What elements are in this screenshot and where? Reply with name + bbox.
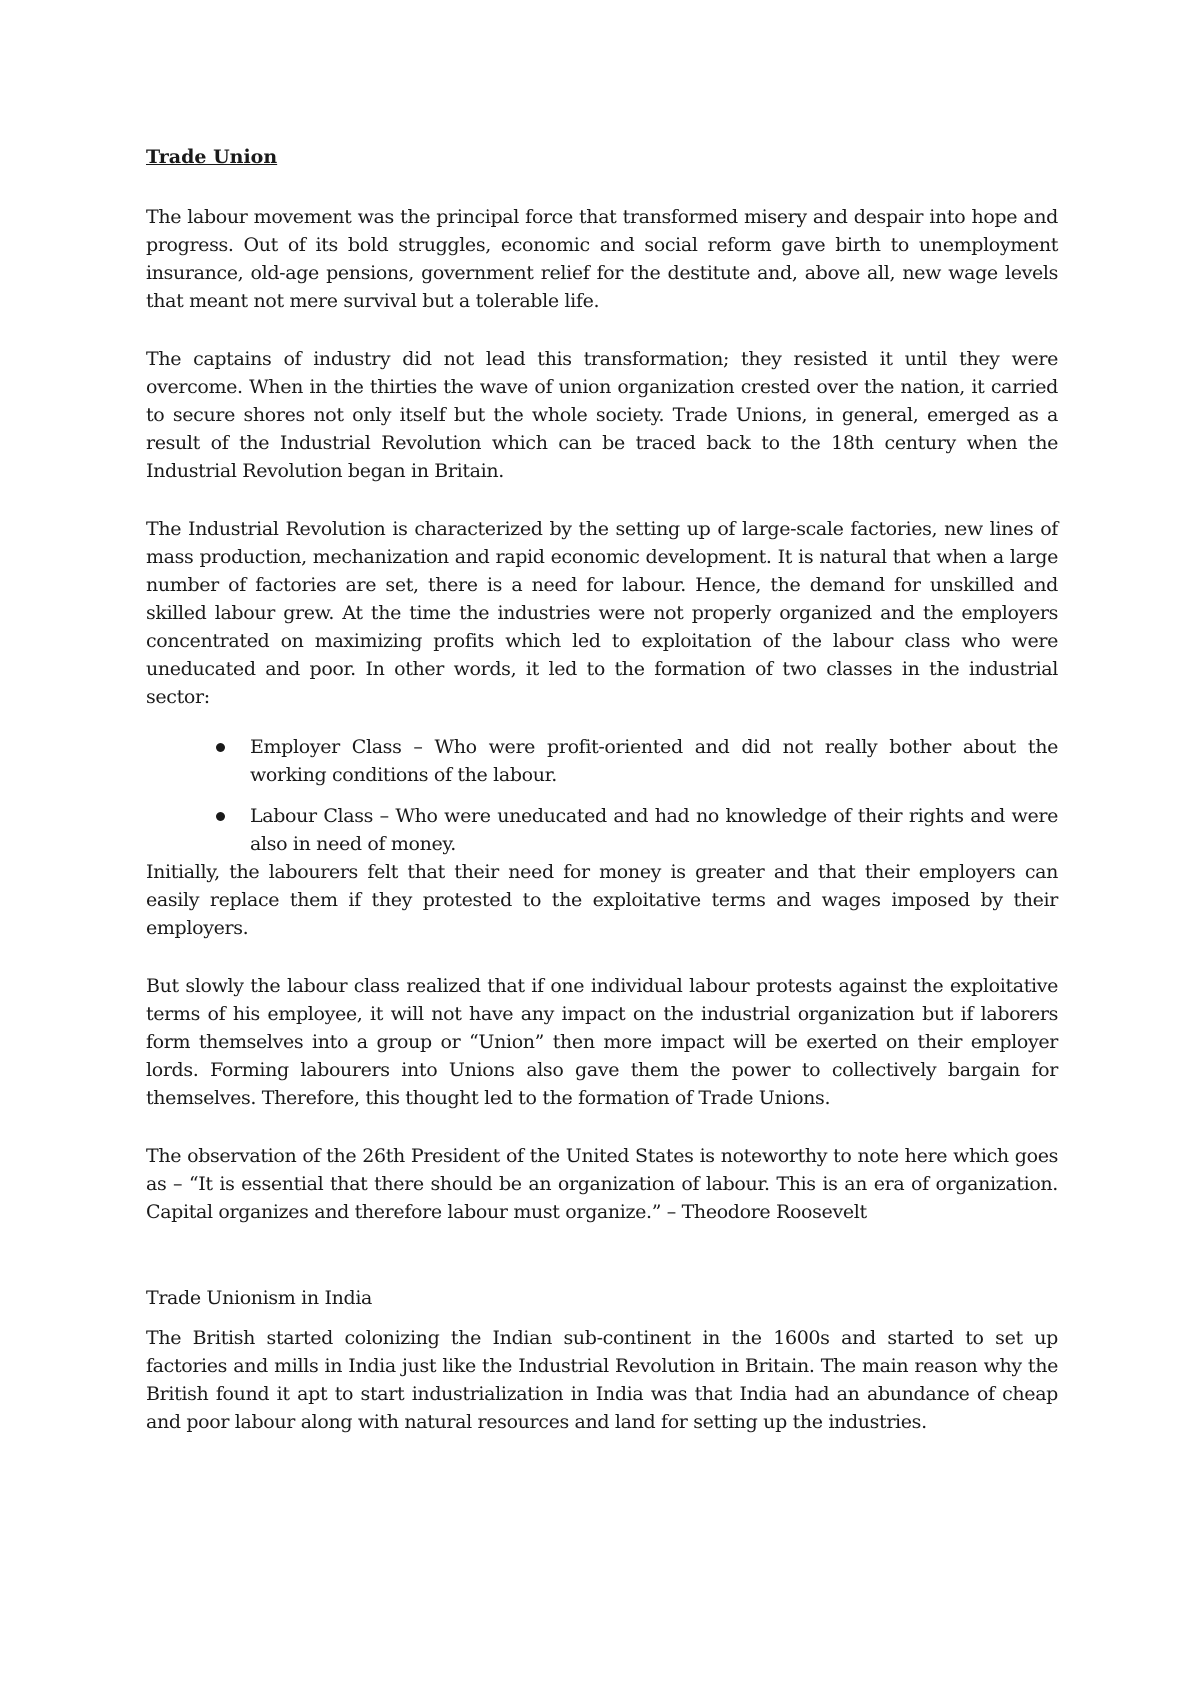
- list-item: [250, 733, 1058, 789]
- paragraph-7: The British started colonizing the Indian sub-continent in the 1600s and started to set up factories and mills in India just like the Industrial Revolution in Britain. The main reason why the British found it apt to start industrialization in India was that India had an abundance of cheap and poor labour along with natural resources and land for setting up the industries.: [146, 1327, 1058, 1433]
- paragraph-2: The captains of industry did not lead this transformation; they resisted it until they were overcome. When in the thirties the wave of union organization crested over the nation, it carried to secure shores not only itself but the whole society. Trade Unions, in general, emerged as a result of the Industrial Revolution which can be traced back to the 18th century when the Industrial Revolution began in Britain.: [146, 348, 1058, 482]
- list-item: [250, 802, 1058, 858]
- bullet-icon: [216, 812, 225, 821]
- bullet-icon: [216, 743, 225, 752]
- section-subheading: Trade Unionism in India: [146, 1287, 373, 1309]
- list-item-text: Employer Class – Who were profit-oriented and did not really bother about the working conditions of the labour.: [250, 736, 1058, 786]
- paragraph-6: The observation of the 26th President of the United States is noteworthy to note here which goes as – “It is essential that there should be an organization of labour. This is an era of organization. Capital organizes and therefore labour must organize.” – Theodore Roosevelt: [146, 1145, 1058, 1223]
- list-item-text: Labour Class – Who were uneducated and had no knowledge of their rights and were also in need of money.: [250, 805, 1058, 855]
- document-page: [146, 143, 1058, 1466]
- paragraph-1: The labour movement was the principal force that transformed misery and despair into hope and progress. Out of its bold struggles, economic and social reform gave birth to unemployment insurance, old-age pensions, government relief for the destitute and, above all, new wage levels that meant not mere survival but a tolerable life.: [146, 206, 1058, 312]
- paragraph-5: But slowly the labour class realized that if one individual labour protests against the exploitative terms of his employee, it will not have any impact on the industrial organization but if laborers form themselves into a group or “Union” then more impact will be exerted on their employer lords. Forming labourers into Unions also gave them the power to collectively bargain for themselves. Therefore, this thought led to the formation of Trade Unions.: [146, 975, 1058, 1109]
- paragraph-3: The Industrial Revolution is characterized by the setting up of large-scale factories, new lines of mass production, mechanization and rapid economic development. It is natural that when a large number of factories are set, there is a need for labour. Hence, the demand for unskilled and skilled labour grew. At the time the industries were not properly organized and the employers concentrated on maximizing profits which led to exploitation of the labour class who were uneducated and poor. In other words, it led to the formation of two classes in the industrial sector:: [146, 518, 1058, 708]
- paragraph-4: Initially, the labourers felt that their need for money is greater and that their employers can easily replace them if they protested to the exploitative terms and wages imposed by their employers.: [146, 861, 1058, 939]
- document-title: Trade Union: [146, 146, 278, 168]
- class-list: [146, 733, 1058, 858]
